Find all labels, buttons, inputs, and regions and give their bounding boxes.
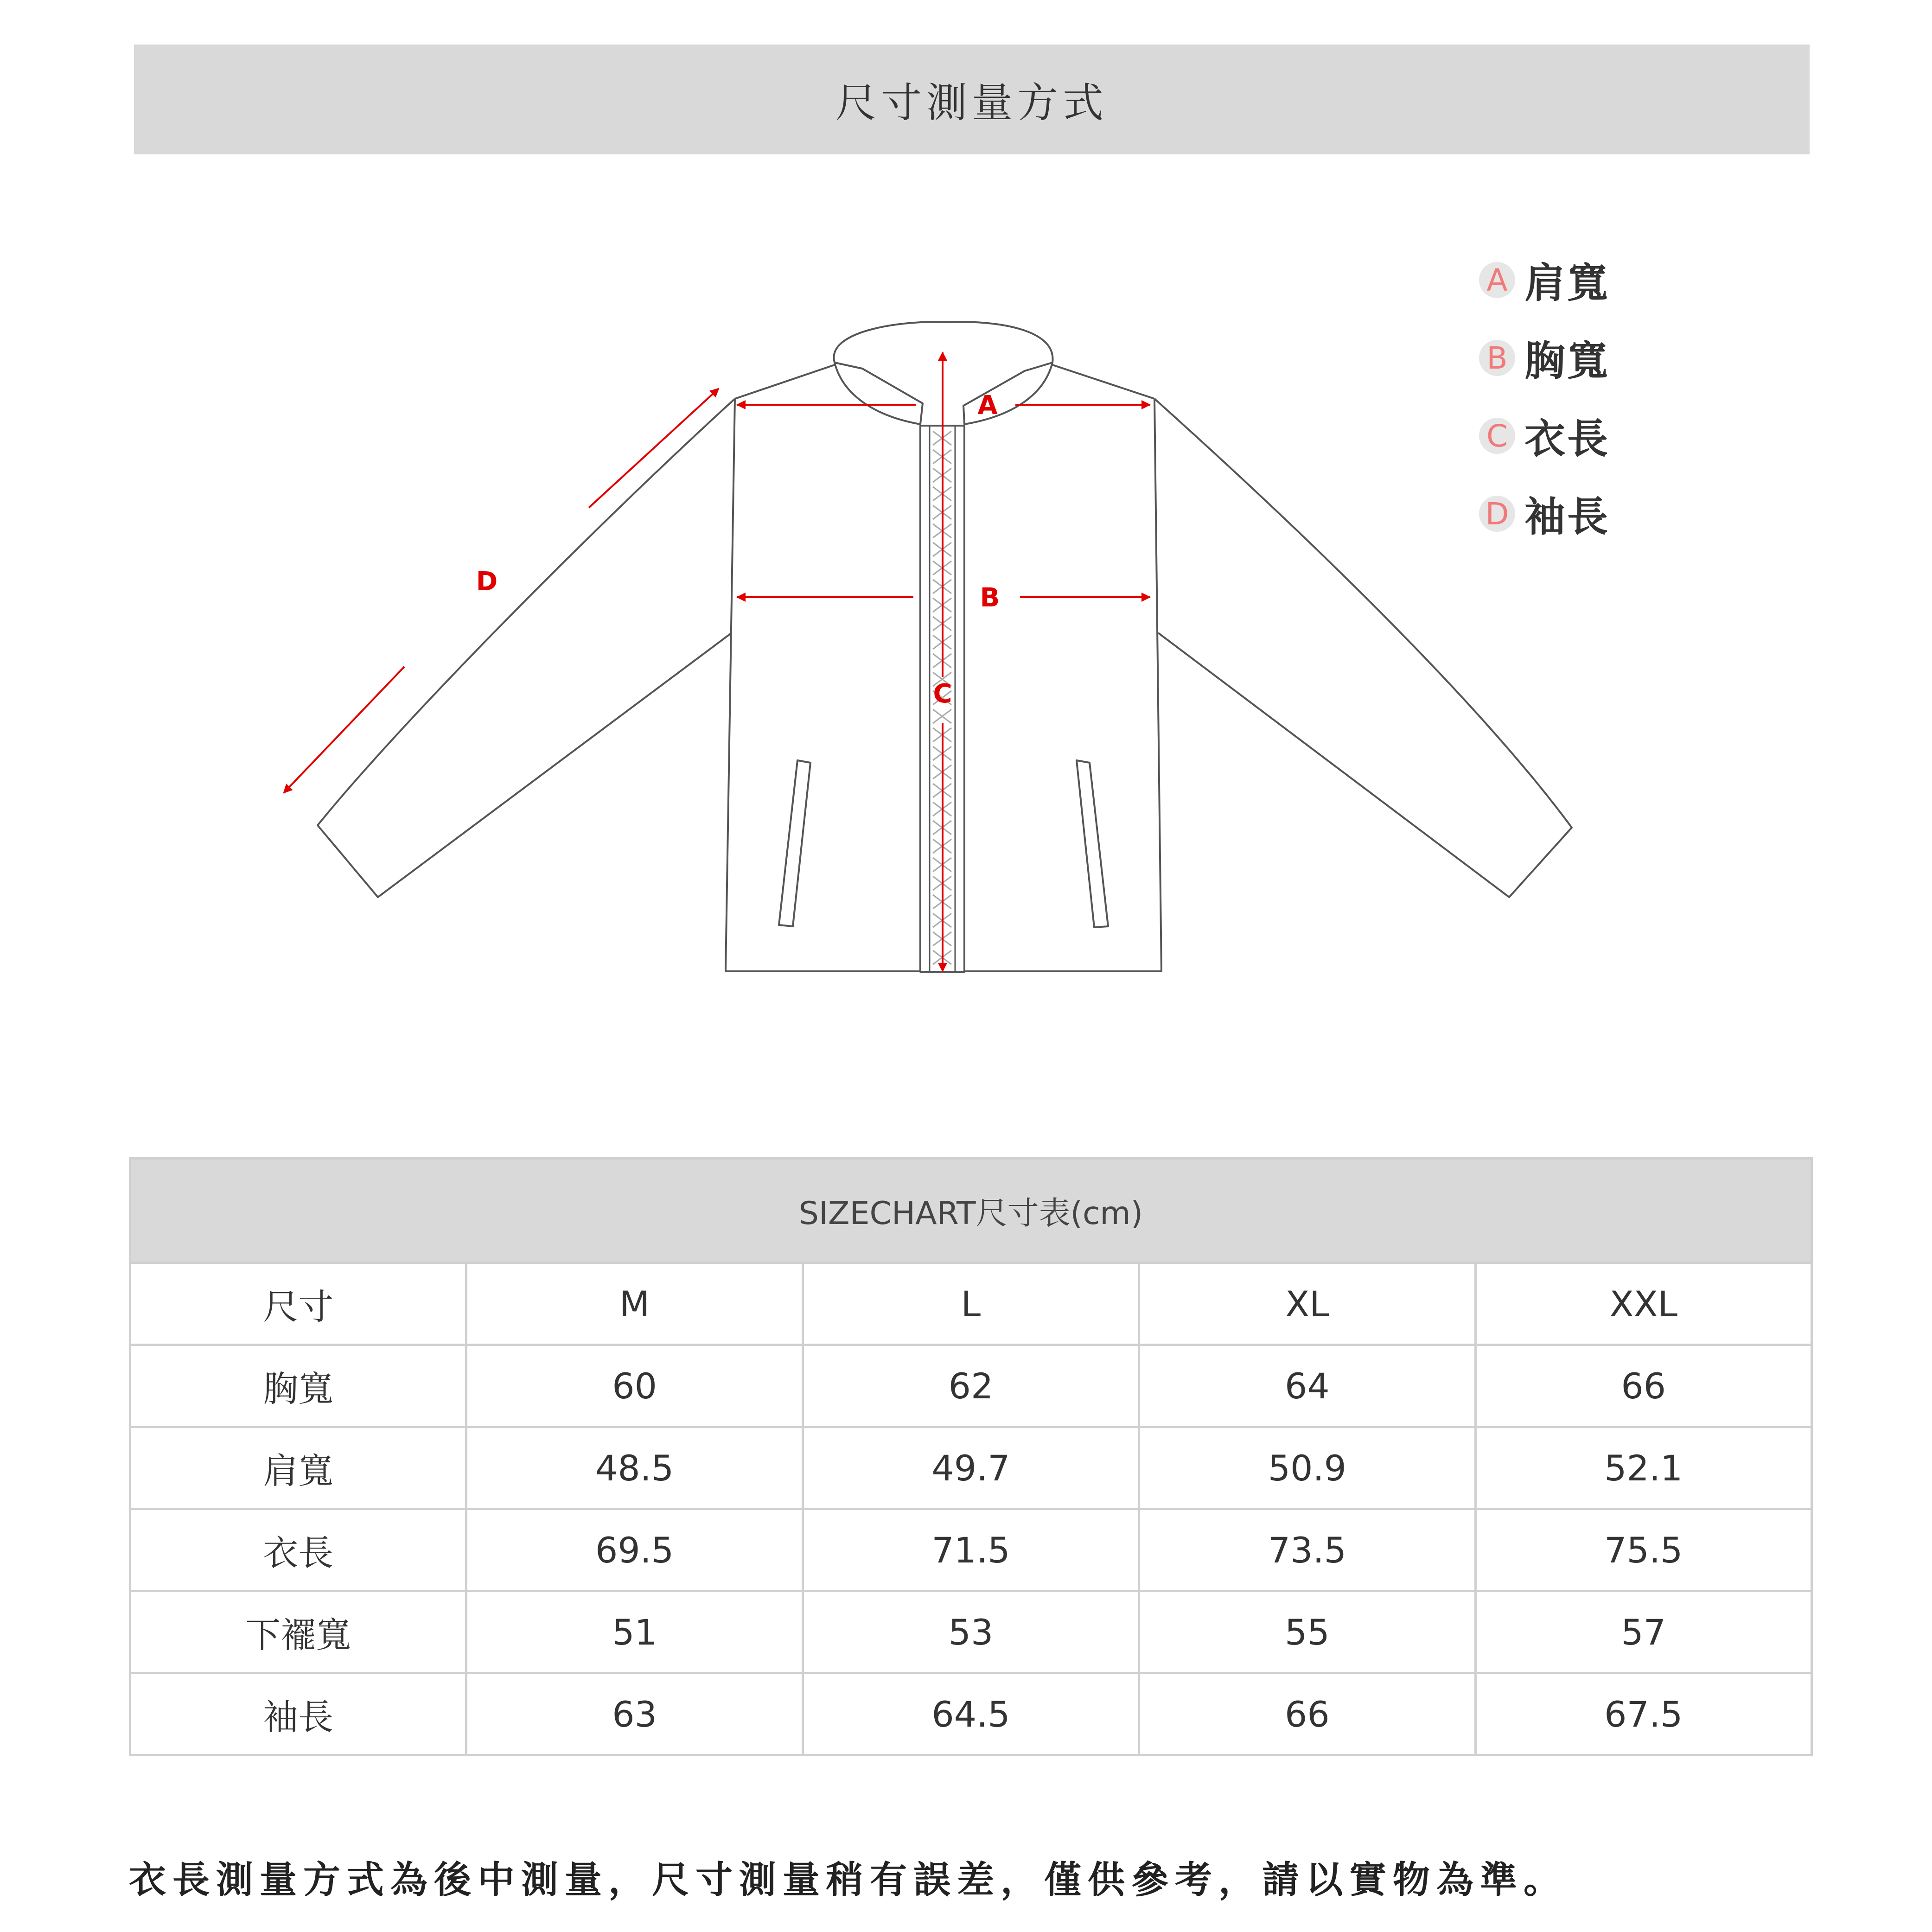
pocket-left <box>779 760 810 926</box>
table-cell: 53 <box>803 1591 1139 1673</box>
table-cell: 48.5 <box>466 1427 803 1509</box>
legend-item-a <box>1479 241 1610 319</box>
table-header-row <box>130 1263 1812 1345</box>
pocket-right <box>1077 760 1108 927</box>
legend-label-b: 胸寬 <box>1524 337 1610 385</box>
table-cell: 71.5 <box>803 1509 1139 1591</box>
arrow-d-up <box>589 389 719 508</box>
table-cell: 66 <box>1475 1345 1811 1427</box>
legend-item-b <box>1479 319 1610 397</box>
table-cell: 75.5 <box>1475 1509 1811 1591</box>
table-cell: 55 <box>1139 1591 1475 1673</box>
legend-item-d <box>1479 475 1610 553</box>
table-cell: 73.5 <box>1139 1509 1475 1591</box>
table-cell: 50.9 <box>1139 1427 1475 1509</box>
table-cell: 52.1 <box>1475 1427 1811 1509</box>
jacket-collar <box>835 363 923 424</box>
table-cell: 肩寬 <box>130 1427 466 1509</box>
jacket-shoulder-right <box>1052 365 1154 399</box>
label-c: C <box>933 679 952 709</box>
legend-label-d: 袖長 <box>1524 493 1610 541</box>
legend-item-c <box>1479 397 1610 475</box>
legend-label-a: 肩寬 <box>1524 259 1610 307</box>
label-a: A <box>977 390 998 421</box>
table-row <box>130 1345 1812 1427</box>
legend-badge-d: D <box>1479 496 1515 532</box>
table-cell: 64 <box>1139 1345 1475 1427</box>
table-header-cell: XL <box>1139 1263 1475 1345</box>
table-row <box>130 1591 1812 1673</box>
measurement-legend <box>1479 241 1610 553</box>
table-cell: 57 <box>1475 1591 1811 1673</box>
table-row <box>130 1509 1812 1591</box>
label-d: D <box>476 567 498 597</box>
size-chart-table <box>129 1157 1813 1756</box>
table-cell: 袖長 <box>130 1673 466 1755</box>
table-cell: 衣長 <box>130 1509 466 1591</box>
table-cell: 69.5 <box>466 1509 803 1591</box>
jacket-sleeve-left <box>318 399 735 897</box>
table-cell: 51 <box>466 1591 803 1673</box>
jacket-shoulder-left <box>735 365 835 399</box>
table-cell: 62 <box>803 1345 1139 1427</box>
table-cell: 胸寬 <box>130 1345 466 1427</box>
arrow-d-down <box>284 667 404 793</box>
legend-badge-b: B <box>1479 340 1515 376</box>
legend-badge-a: A <box>1479 262 1515 298</box>
table-cell: 下襬寬 <box>130 1591 466 1673</box>
table-header-cell: L <box>803 1263 1139 1345</box>
table-row <box>130 1673 1812 1755</box>
table-header-cell: M <box>466 1263 803 1345</box>
legend-badge-c: C <box>1479 418 1515 454</box>
table-cell: 66 <box>1139 1673 1475 1755</box>
table-cell: 60 <box>466 1345 803 1427</box>
legend-label-c: 衣長 <box>1524 415 1610 463</box>
table-cell: 64.5 <box>803 1673 1139 1755</box>
table-header-cell: 尺寸 <box>130 1263 466 1345</box>
jacket-collar-right <box>963 363 1052 424</box>
size-chart-caption: SIZECHART尺寸表(cm) <box>130 1159 1812 1263</box>
table-header-cell: XXL <box>1475 1263 1811 1345</box>
title-bar <box>134 45 1810 154</box>
table-cell: 67.5 <box>1475 1673 1811 1755</box>
table-cell: 49.7 <box>803 1427 1139 1509</box>
table-cell: 63 <box>466 1673 803 1755</box>
label-b: B <box>980 583 1000 613</box>
page-title: 尺寸測量方式 <box>835 78 1108 127</box>
table-row <box>130 1427 1812 1509</box>
footer-note: 衣長測量方式為後中測量，尺寸測量稍有誤差，僅供參考，請以實物為準。 <box>129 1858 1567 1901</box>
jacket-diagram <box>0 260 1932 1006</box>
